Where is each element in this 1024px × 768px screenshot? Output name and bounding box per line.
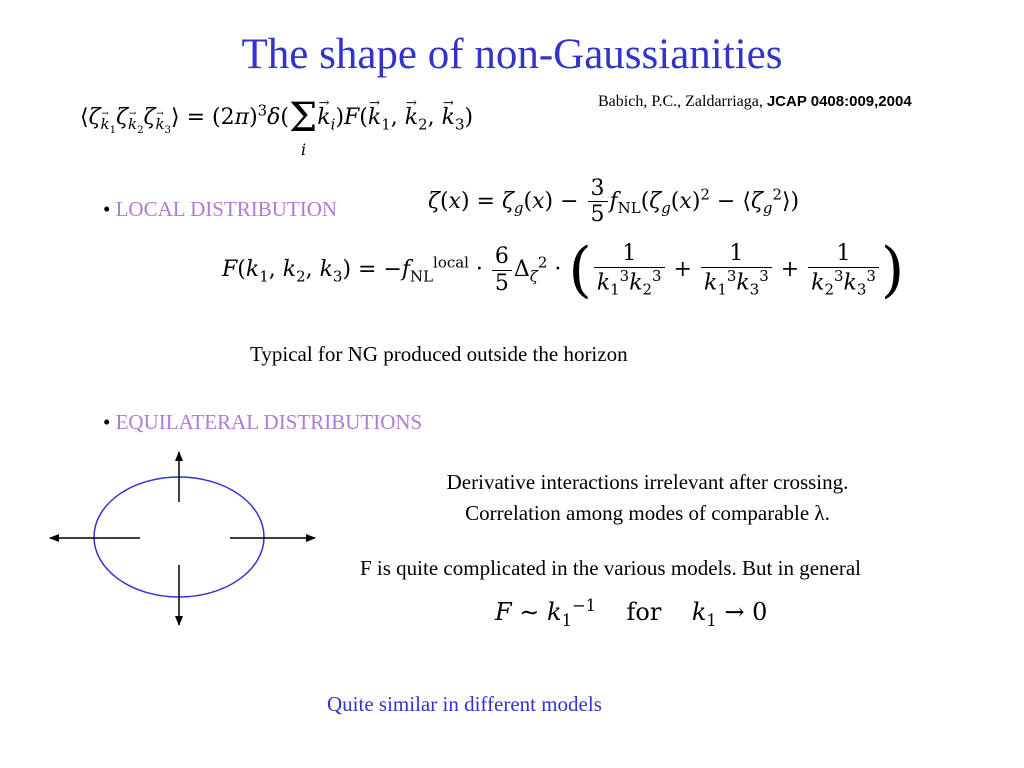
bullet-local-label: LOCAL DISTRIBUTION <box>115 197 338 221</box>
reference-authors: Babich, P.C., Zaldarriaga, <box>598 93 763 110</box>
local-definition-formula: $\zeta(x) = \zeta_g(x)$ − $\frac{3}{5}$ $f_{NL}(\zeta_g(x)^2$ − $⟨\zeta_g^2⟩$) <box>428 176 800 228</box>
bullet-equilateral-label: EQUILATERAL DISTRIBUTIONS <box>115 410 423 434</box>
local-note: Typical for NG produced outside the horizon <box>250 342 628 366</box>
bullet-marker: • <box>103 197 111 221</box>
general-note: F is quite complicated in the various models. But in general <box>360 556 861 580</box>
bullet-local-distribution <box>103 197 337 222</box>
similar-models-note: Quite similar in different models <box>327 692 602 716</box>
derivative-line-2: Correlation among modes of comparable λ. <box>465 501 830 525</box>
bullet-equilateral-distributions <box>103 410 422 435</box>
reference <box>598 93 912 111</box>
correlator-formula: ⟨ζ→ $_{k_1}$ζ→ $_{k_2}$ζ→ $_{k_3}$⟩ = $(2\pi)^3\delta(\Sigma$ i → $k_i)F(\to k_1$, → $k_2$, → $k_3$) <box>80 98 473 138</box>
bullet-marker: • <box>103 410 111 434</box>
local-shape-formula: $F(k_1$, $k_2$, $k_3) = -f_{NL}^{local}$ · $\frac{6}{5}$ $\Delta_\zeta^2$ · ( $\frac{1}{k_1^3k_2^3}$ + $\frac{1}{k_1^3k_3^3}$ + $\frac{1}{k_2^3k_3^3}$ ) <box>222 235 905 305</box>
equilateral-diagram <box>45 450 325 635</box>
limit-formula: F ∼ $k_1^{-1}$ for $k_1 \to 0$ <box>495 596 768 630</box>
reference-journal: JCAP 0408:009,2004 <box>766 93 912 110</box>
slide-title: The shape of non-Gaussianities <box>241 31 783 78</box>
derivative-line-1: Derivative interactions irrelevant after crossing. <box>446 470 849 494</box>
